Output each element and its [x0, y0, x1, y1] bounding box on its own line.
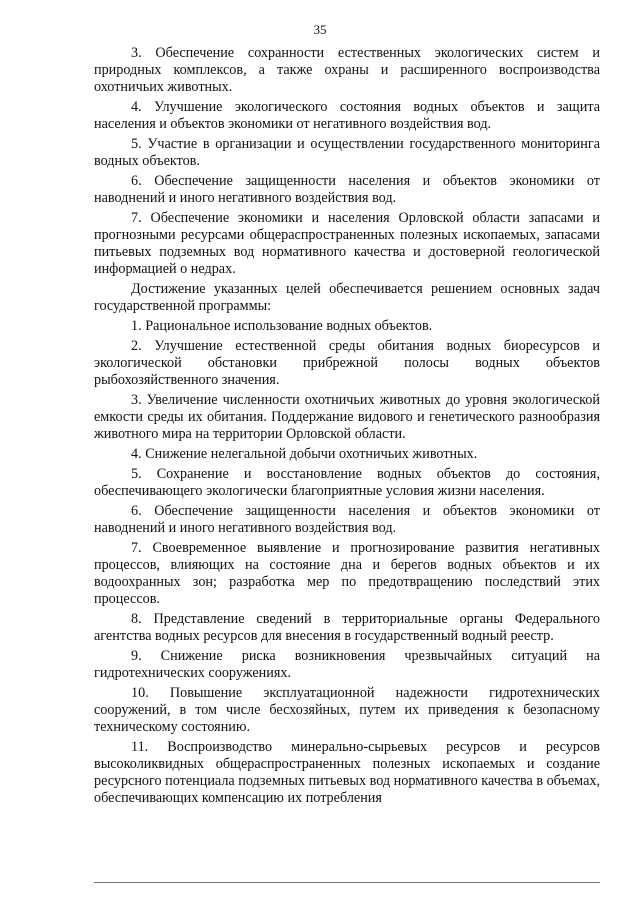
- footer-divider: [94, 882, 600, 883]
- paragraph: 6. Обеспечение защищенности населения и объектов экономики от наводнений и иного негативного воздействия вод.: [94, 173, 600, 206]
- paragraph: 10. Повышение эксплуатационной надежности гидротехнических сооружений, в том числе бесхозяйных, путем их приведения к безопасному техническому состоянию.: [94, 685, 600, 735]
- paragraph: 3. Обеспечение сохранности естественных экологических систем и природных комплексов, а также охраны и расширенного воспроизводства охотничьих животных.: [94, 45, 600, 95]
- paragraph: 6. Обеспечение защищенности населения и объектов экономики от наводнений и иного негативного воздействия вод.: [94, 503, 600, 536]
- body-text: [94, 45, 600, 807]
- paragraph: 11. Воспроизводство минерально-сырьевых ресурсов и ресурсов высоколиквидных общераспространенных полезных ископаемых и создание ресурсного потенциала подземных питьевых вод нормативного качества в объемах, обеспечивающих компенсацию их потребления: [94, 739, 601, 806]
- paragraph: 3. Увеличение численности охотничьих животных до уровня экологической емкости среды их обитания. Поддержание видового и генетического разнообразия животного мира на территории Орловской области.: [94, 392, 600, 442]
- paragraph: 8. Представление сведений в территориальные органы Федерального агентства водных ресурсов для внесения в государственный водный реестр.: [94, 611, 600, 644]
- paragraph: 9. Снижение риска возникновения чрезвычайных ситуаций на гидротехнических сооружениях.: [94, 648, 600, 681]
- paragraph: 7. Своевременное выявление и прогнозирование развития негативных процессов, влияющих на состояние дна и берегов водных объектов и их водоохранных зон; разработка мер по предотвращению последствий этих процессов.: [94, 540, 600, 607]
- paragraph: 5. Участие в организации и осуществлении государственного мониторинга водных объектов.: [94, 136, 600, 169]
- paragraph: 4. Улучшение экологического состояния водных объектов и защита населения и объектов экономики от негативного воздействия вод.: [94, 99, 600, 132]
- paragraph: Достижение указанных целей обеспечивается решением основных задач государственной программы:: [94, 281, 600, 314]
- paragraph: 5. Сохранение и восстановление водных объектов до состояния, обеспечивающего экологически благоприятные условия жизни населения.: [94, 466, 600, 499]
- paragraph: 7. Обеспечение экономики и населения Орловской области запасами и прогнозными ресурсами общераспространенных полезных ископаемых, запасами питьевых подземных вод нормативного качества и достоверной геологической информацией о недрах.: [94, 210, 600, 277]
- paragraph: 4. Снижение нелегальной добычи охотничьих животных.: [131, 446, 478, 462]
- paragraph: 1. Рациональное использование водных объектов.: [131, 318, 433, 334]
- page-number: 35: [313, 22, 327, 37]
- paragraph: 2. Улучшение естественной среды обитания водных биоресурсов и экологической обстановки прибрежной полосы водных объектов рыбохозяйственного значения.: [94, 338, 600, 388]
